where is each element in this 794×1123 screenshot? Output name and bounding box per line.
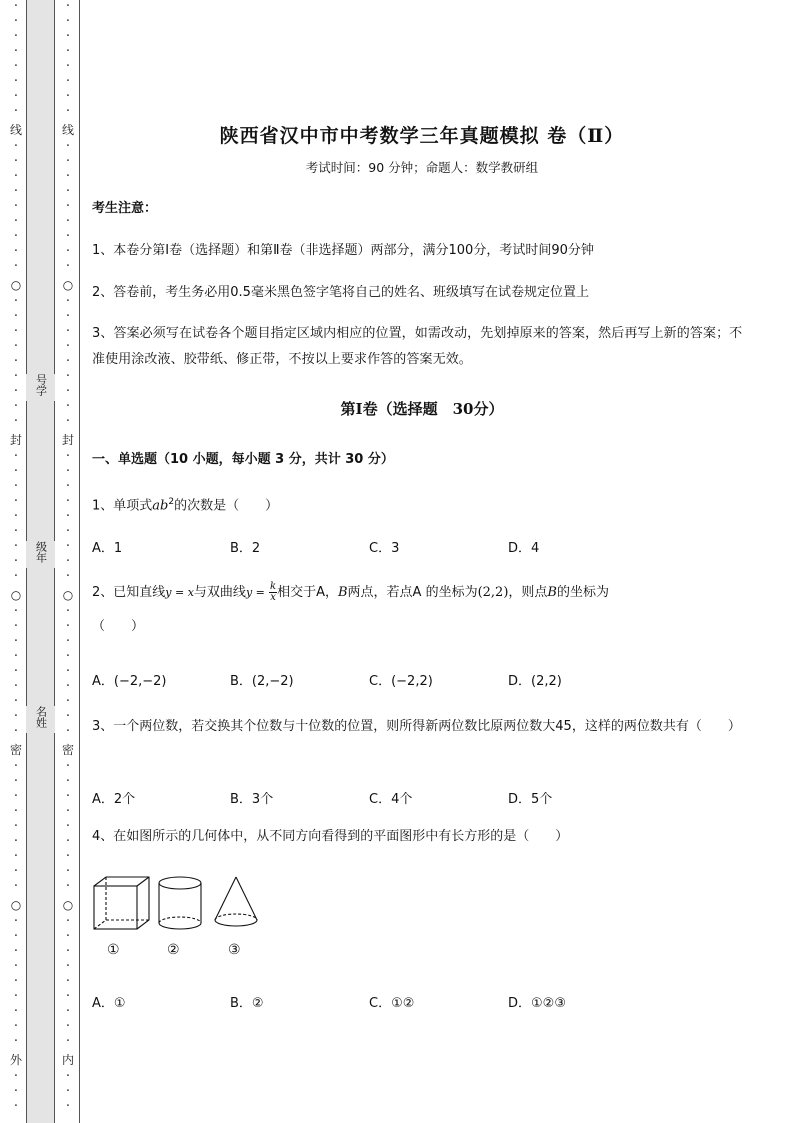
- cut-dot: ·: [13, 524, 19, 539]
- cut-dot: ·: [65, 724, 71, 739]
- field-text: 名姓: [34, 706, 48, 728]
- cut-dot: ·: [13, 244, 19, 259]
- cut-dot: ·: [65, 244, 71, 259]
- stem-text: 的坐标为: [556, 585, 609, 600]
- cut-dot: ·: [65, 139, 71, 154]
- cut-dot: ·: [13, 664, 19, 679]
- fraction-denominator: x: [270, 592, 276, 603]
- part-title: 一、单选题（10 小题，每小题 3 分，共计 30 分）: [92, 452, 394, 467]
- stem-text: 的次数是（ ）: [174, 498, 279, 514]
- cut-dot: ·: [65, 309, 71, 324]
- stem-text: 相交于A，: [277, 585, 338, 600]
- question-2-options: [92, 670, 752, 692]
- cut-dot: ·: [65, 914, 71, 929]
- cut-dot: ·: [13, 449, 19, 464]
- cone-figure: [215, 877, 257, 926]
- figure-label: ①: [107, 942, 120, 958]
- cut-dot: ·: [65, 199, 71, 214]
- cut-mark: 线: [61, 123, 74, 137]
- cut-dot: ·: [13, 929, 19, 944]
- cut-mark: 外: [9, 1053, 22, 1067]
- cut-dot: ·: [13, 89, 19, 104]
- cut-dot: ·: [65, 169, 71, 184]
- cut-dot: ·: [13, 989, 19, 1004]
- cut-dot: ·: [65, 494, 71, 509]
- math-expression: y =: [245, 586, 265, 599]
- cut-dot: ·: [65, 604, 71, 619]
- cut-dot: ·: [65, 214, 71, 229]
- cut-dot: ·: [13, 879, 19, 894]
- note-item: 2、答卷前，考生务必用0.5毫米黑色签字笔将自己的姓名、班级填写在试卷规定位置上: [92, 285, 589, 300]
- cut-dot: ·: [65, 864, 71, 879]
- stem-text: ，则点: [508, 585, 548, 600]
- section-title: 第Ⅰ卷（选择题 30分）: [340, 400, 504, 418]
- math-expression: y = x: [165, 586, 194, 599]
- cut-dot: ·: [65, 694, 71, 709]
- cut-dot: ·: [13, 724, 19, 739]
- cut-dot: ·: [65, 1019, 71, 1034]
- option-c[interactable]: C．4个: [369, 792, 413, 807]
- page-title: 陕西省汉中市中考数学三年真题模拟 卷（Ⅱ）: [219, 125, 625, 147]
- note-item: 3、答案必须写在试卷各个题目指定区域内相应的位置，如需改动，先划掉原来的答案，然后再写上新的答案；不准使用涂改液、胶带纸、修正带，不按以上要求作答的答案无效。: [92, 326, 743, 367]
- stem-text: 与双曲线: [193, 585, 246, 600]
- figure-label: ③: [228, 942, 241, 958]
- cut-dot: ·: [13, 384, 19, 399]
- cut-dot: ·: [13, 214, 19, 229]
- cylinder-figure: [159, 877, 201, 929]
- cut-dot: ·: [65, 89, 71, 104]
- cut-dot: ·: [65, 509, 71, 524]
- cut-dot: ·: [13, 1019, 19, 1034]
- cut-dot: ·: [65, 369, 71, 384]
- question-4-options: [92, 992, 752, 1014]
- cut-dot: ·: [13, 354, 19, 369]
- option-c[interactable]: C．(−2,2): [369, 674, 433, 689]
- cut-dot: ·: [13, 494, 19, 509]
- cut-dot: ·: [65, 184, 71, 199]
- cut-dot: ·: [65, 619, 71, 634]
- cut-dot: ·: [13, 414, 19, 429]
- cut-dot: ·: [13, 14, 19, 29]
- cut-mark: ○: [62, 278, 74, 292]
- cut-dot: ·: [13, 399, 19, 414]
- option-a[interactable]: A．1: [92, 541, 123, 556]
- cut-mark: 内: [61, 1053, 74, 1067]
- cut-dot: ·: [65, 339, 71, 354]
- cut-dot: ·: [65, 294, 71, 309]
- cut-dot: ·: [13, 1034, 19, 1049]
- math-fraction: [269, 582, 277, 603]
- cut-dot: ·: [13, 974, 19, 989]
- cut-dot: ·: [65, 354, 71, 369]
- cut-mark: ○: [10, 278, 22, 292]
- cut-dot: ·: [13, 199, 19, 214]
- cut-dot: ·: [65, 664, 71, 679]
- math-expression: B: [547, 585, 557, 600]
- field-label-seat-number: [26, 374, 55, 401]
- cut-dot: ·: [13, 339, 19, 354]
- cut-dot: ·: [65, 709, 71, 724]
- cut-dot: ·: [65, 989, 71, 1004]
- cut-dot: ·: [13, 709, 19, 724]
- cut-dot: ·: [65, 774, 71, 789]
- cut-dot: ·: [65, 29, 71, 44]
- cut-dot: ·: [13, 169, 19, 184]
- cut-dot: ·: [13, 0, 19, 14]
- question-1-options: [92, 537, 752, 559]
- stem-text: 两点，若点A 的坐标为: [347, 585, 478, 600]
- cut-dot: ·: [13, 554, 19, 569]
- question-2-stem-cont: （ ）: [92, 619, 145, 634]
- cut-dot: ·: [65, 634, 71, 649]
- option-d[interactable]: D．5个: [508, 792, 553, 807]
- question-2-stem: [92, 580, 752, 606]
- cut-mark: ○: [10, 898, 22, 912]
- cut-dot: ·: [13, 479, 19, 494]
- cut-dot: ·: [65, 14, 71, 29]
- field-label-class: [26, 541, 55, 568]
- cut-mark: 线: [9, 123, 22, 137]
- cut-dot: ·: [13, 294, 19, 309]
- cube-figure: [94, 877, 149, 929]
- field-text: 号学: [34, 374, 48, 396]
- cut-dot: ·: [13, 849, 19, 864]
- cut-dot: ·: [13, 1069, 19, 1084]
- option-a[interactable]: A．(−2,−2): [92, 674, 167, 689]
- cut-dot: ·: [13, 679, 19, 694]
- math-expression: (2,2): [477, 585, 509, 600]
- question-4-stem: 4、在如图所示的几何体中，从不同方向看得到的平面图形中有长方形的是（ ）: [92, 829, 569, 844]
- cut-dot: ·: [13, 604, 19, 619]
- cut-mark: 密: [9, 743, 22, 757]
- cut-dot: ·: [65, 1034, 71, 1049]
- cut-dot: ·: [65, 804, 71, 819]
- math-expression: B: [337, 585, 348, 600]
- cut-dot: ·: [65, 464, 71, 479]
- cut-mark: ○: [62, 588, 74, 602]
- cut-dot: ·: [13, 44, 19, 59]
- cut-dot: ·: [65, 759, 71, 774]
- cut-dot: ·: [65, 399, 71, 414]
- cut-dot: ·: [13, 634, 19, 649]
- cut-dot: ·: [65, 789, 71, 804]
- outer-dotted-cut-line: [9, 0, 23, 1123]
- cut-dot: ·: [13, 154, 19, 169]
- cut-dot: ·: [65, 539, 71, 554]
- cut-dot: ·: [65, 974, 71, 989]
- cut-dot: ·: [13, 369, 19, 384]
- cut-dot: ·: [65, 849, 71, 864]
- note-item: 1、本卷分第Ⅰ卷（选择题）和第Ⅱ卷（非选择题）两部分，满分100分，考试时间90分钟: [92, 243, 594, 258]
- cut-dot: ·: [13, 819, 19, 834]
- cut-dot: ·: [13, 184, 19, 199]
- option-c[interactable]: C．3: [369, 541, 400, 556]
- cut-dot: ·: [13, 1004, 19, 1019]
- math-exponent: 2: [168, 497, 175, 507]
- cut-dot: ·: [13, 59, 19, 74]
- cut-dot: ·: [65, 1084, 71, 1099]
- cut-dot: ·: [65, 259, 71, 274]
- option-a[interactable]: A．2个: [92, 792, 136, 807]
- notes-heading: 考生注意：: [92, 201, 158, 216]
- cut-dot: ·: [65, 554, 71, 569]
- cut-dot: ·: [13, 694, 19, 709]
- cut-dot: ·: [65, 1099, 71, 1114]
- cut-dot: ·: [13, 864, 19, 879]
- cut-dot: ·: [13, 259, 19, 274]
- cut-dot: ·: [65, 449, 71, 464]
- question-3-stem: 3、一个两位数，若交换其个位数与十位数的位置，则所得新两位数比原两位数大45，这样的两位数共有（ ）: [92, 719, 741, 734]
- cut-dot: ·: [65, 879, 71, 894]
- cut-dot: ·: [13, 29, 19, 44]
- cut-dot: ·: [65, 414, 71, 429]
- cut-dot: ·: [13, 539, 19, 554]
- option-a[interactable]: A．①: [92, 996, 126, 1011]
- cut-dot: ·: [65, 59, 71, 74]
- cut-mark: 封: [61, 433, 74, 447]
- cut-dot: ·: [65, 929, 71, 944]
- field-text: 级年: [34, 541, 48, 563]
- cut-mark: 封: [9, 433, 22, 447]
- cut-mark: ○: [62, 898, 74, 912]
- inner-dotted-cut-line: [61, 0, 75, 1123]
- cut-dot: ·: [13, 309, 19, 324]
- cut-dot: ·: [13, 774, 19, 789]
- option-c[interactable]: C．①②: [369, 996, 415, 1011]
- cut-dot: ·: [65, 1069, 71, 1084]
- option-b[interactable]: B．②: [230, 996, 264, 1011]
- cut-dot: ·: [65, 819, 71, 834]
- cut-dot: ·: [13, 229, 19, 244]
- cut-dot: ·: [13, 139, 19, 154]
- option-b[interactable]: B．(2,−2): [230, 674, 294, 689]
- margin-border-line: [79, 0, 80, 1123]
- option-b[interactable]: B．3个: [230, 792, 274, 807]
- cut-dot: ·: [65, 44, 71, 59]
- cut-dot: ·: [13, 104, 19, 119]
- question-1-stem: [92, 489, 752, 519]
- option-d[interactable]: D．(2,2): [508, 674, 562, 689]
- cut-dot: ·: [65, 384, 71, 399]
- exam-subtitle: 考试时间：90 分钟；命题人：数学教研组: [305, 160, 539, 175]
- cut-dot: ·: [65, 104, 71, 119]
- cut-dot: ·: [13, 789, 19, 804]
- cut-dot: ·: [65, 1004, 71, 1019]
- cut-dot: ·: [13, 1099, 19, 1114]
- cut-dot: ·: [65, 229, 71, 244]
- cut-dot: ·: [65, 524, 71, 539]
- cut-dot: ·: [13, 914, 19, 929]
- field-label-name: [26, 706, 55, 733]
- cut-dot: ·: [13, 464, 19, 479]
- cut-dot: ·: [13, 619, 19, 634]
- cut-dot: ·: [65, 154, 71, 169]
- cut-dot: ·: [65, 944, 71, 959]
- cut-dot: ·: [13, 944, 19, 959]
- cut-dot: ·: [65, 479, 71, 494]
- cut-dot: ·: [13, 324, 19, 339]
- cut-dot: ·: [65, 834, 71, 849]
- cut-dot: ·: [65, 569, 71, 584]
- cut-dot: ·: [13, 834, 19, 849]
- stem-text: 1、单项式: [92, 498, 153, 514]
- cut-dot: ·: [65, 0, 71, 14]
- cut-mark: ○: [10, 588, 22, 602]
- cut-dot: ·: [65, 649, 71, 664]
- cut-dot: ·: [13, 759, 19, 774]
- cut-dot: ·: [65, 324, 71, 339]
- stem-text: 2、已知直线: [92, 585, 166, 600]
- option-b[interactable]: B．2: [230, 541, 261, 556]
- question-3-options: [92, 788, 752, 810]
- cut-dot: ·: [13, 569, 19, 584]
- cut-dot: ·: [13, 959, 19, 974]
- cut-dot: ·: [13, 1084, 19, 1099]
- cut-dot: ·: [65, 959, 71, 974]
- geometry-figures: [92, 872, 292, 967]
- figure-label: ②: [167, 942, 180, 958]
- cut-dot: ·: [13, 649, 19, 664]
- cut-dot: ·: [13, 804, 19, 819]
- option-d[interactable]: D．4: [508, 541, 540, 556]
- cut-dot: ·: [65, 74, 71, 89]
- math-expression: ab: [152, 498, 169, 514]
- cut-dot: ·: [13, 74, 19, 89]
- cut-mark: 密: [61, 743, 74, 757]
- cut-dot: ·: [13, 509, 19, 524]
- cut-dot: ·: [65, 679, 71, 694]
- fraction-numerator: k: [270, 581, 277, 592]
- option-d[interactable]: D．①②③: [508, 996, 566, 1011]
